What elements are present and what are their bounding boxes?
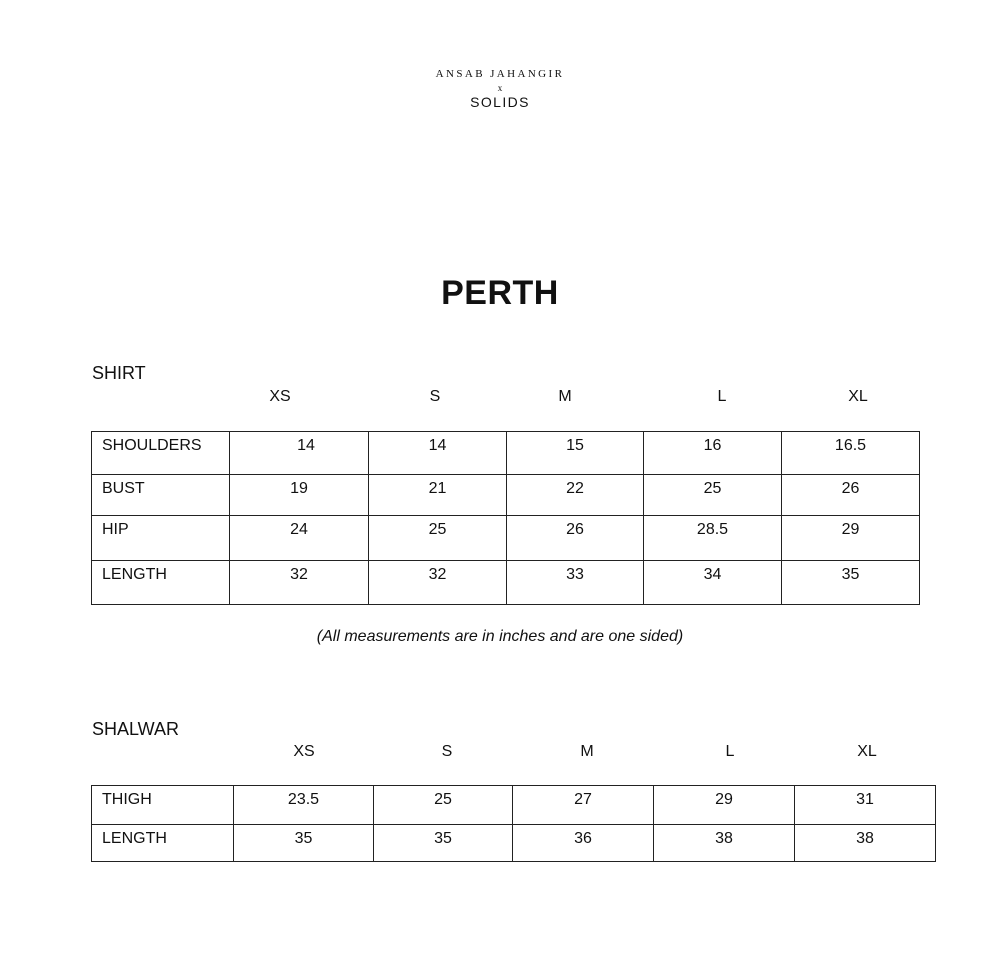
row-label: SHOULDERS (92, 432, 230, 475)
brand-header (0, 68, 1000, 110)
table-cell: 14 (369, 432, 507, 475)
row-label: LENGTH (92, 561, 230, 605)
shalwar-size-table (91, 785, 936, 862)
shirt-size-xl: XL (848, 388, 868, 405)
table-cell: 29 (654, 786, 795, 825)
table-cell: 27 (513, 786, 654, 825)
row-label: THIGH (92, 786, 234, 825)
row-label: BUST (92, 475, 230, 516)
shalwar-size-xs: XS (293, 743, 315, 760)
table-cell: 21 (369, 475, 507, 516)
table-cell: 16 (644, 432, 782, 475)
table-cell: 25 (644, 475, 782, 516)
table-cell: 14 (230, 432, 369, 475)
table-row (92, 432, 920, 475)
table-cell: 36 (513, 825, 654, 862)
brand-collection: SOLIDS (470, 94, 530, 110)
shirt-size-header (0, 388, 1000, 408)
shirt-size-xs: XS (269, 388, 291, 405)
table-cell: 16.5 (782, 432, 920, 475)
table-cell: 38 (654, 825, 795, 862)
measurement-note: (All measurements are in inches and are one sided) (316, 628, 684, 645)
shirt-section-label: SHIRT (92, 363, 146, 383)
shalwar-size-s: S (441, 743, 453, 760)
table-cell: 26 (782, 475, 920, 516)
brand-name: ANSAB JAHANGIR (435, 68, 565, 80)
table-row (92, 516, 920, 561)
table-row (92, 825, 936, 862)
shalwar-size-header (0, 743, 1000, 763)
row-label: LENGTH (92, 825, 234, 862)
table-cell: 26 (507, 516, 644, 561)
table-cell: 15 (507, 432, 644, 475)
shalwar-size-m: M (580, 743, 594, 760)
table-cell: 22 (507, 475, 644, 516)
shirt-size-m: M (558, 388, 572, 405)
shalwar-section-label: SHALWAR (92, 719, 180, 739)
shalwar-size-l: L (725, 743, 735, 760)
shirt-size-l: L (717, 388, 727, 405)
table-cell: 24 (230, 516, 369, 561)
shirt-size-table (91, 431, 920, 605)
table-cell: 32 (369, 561, 507, 605)
table-cell: 35 (782, 561, 920, 605)
table-cell: 28.5 (644, 516, 782, 561)
table-cell: 29 (782, 516, 920, 561)
table-cell: 25 (374, 786, 513, 825)
table-cell: 31 (795, 786, 936, 825)
table-cell: 32 (230, 561, 369, 605)
table-row (92, 475, 920, 516)
table-cell: 33 (507, 561, 644, 605)
table-cell: 34 (644, 561, 782, 605)
table-cell: 38 (795, 825, 936, 862)
table-cell: 19 (230, 475, 369, 516)
brand-collab-x: x (497, 83, 503, 93)
shalwar-size-xl: XL (857, 743, 877, 760)
table-cell: 23.5 (234, 786, 374, 825)
table-row (92, 561, 920, 605)
page-title: PERTH (441, 274, 559, 312)
table-cell: 25 (369, 516, 507, 561)
table-row (92, 786, 936, 825)
table-cell: 35 (374, 825, 513, 862)
table-cell: 35 (234, 825, 374, 862)
shirt-size-s: S (429, 388, 441, 405)
row-label: HIP (92, 516, 230, 561)
